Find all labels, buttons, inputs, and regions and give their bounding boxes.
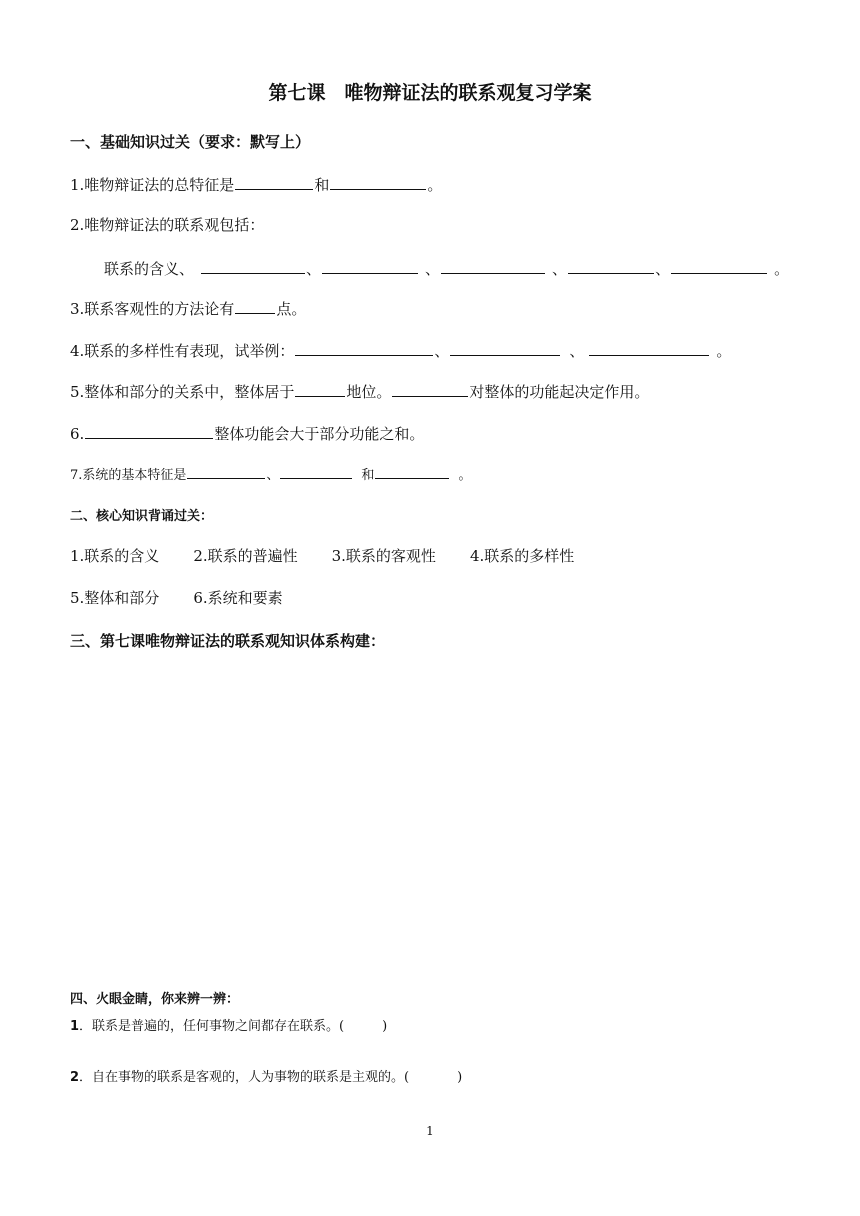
q6-text: 整体功能会大于部分功能之和。 xyxy=(214,425,425,443)
q1-line xyxy=(70,174,442,195)
judge-num: 2 xyxy=(70,1070,80,1085)
judge-item-1 xyxy=(70,1017,387,1037)
q2-sep-1: 、 xyxy=(306,260,322,278)
q2-blank-1[interactable] xyxy=(201,258,305,274)
q2-line: 2.唯物辩证法的联系观包括： xyxy=(70,216,265,234)
q7-blank-3[interactable] xyxy=(375,465,449,479)
q7-line xyxy=(70,465,471,486)
q6-num: 6. xyxy=(70,425,85,443)
q7-blank-2[interactable] xyxy=(280,465,352,479)
core-item: 1.联系的含义 xyxy=(70,547,160,565)
judge-text: ．联系是普遍的，任何事物之间都存在联系。( xyxy=(79,1019,345,1034)
q4-end: 。 xyxy=(716,342,732,360)
section3-heading: 三、第七课唯物辩证法的联系观知识体系构建： xyxy=(70,632,386,650)
judge-num: 1 xyxy=(70,1019,80,1034)
core-item: 6.系统和要素 xyxy=(193,589,283,607)
core-row-1 xyxy=(70,546,574,566)
q1-blank-2[interactable] xyxy=(330,174,426,190)
q5-blank-2[interactable] xyxy=(392,381,468,397)
q6-blank[interactable] xyxy=(85,423,213,439)
core-item: 2.联系的普遍性 xyxy=(193,547,298,565)
section2-heading: 二、核心知识背诵过关： xyxy=(70,509,214,524)
q5-mid: 地位。 xyxy=(346,383,392,401)
q1-end: 。 xyxy=(427,176,443,194)
q4-sep-1: 、 xyxy=(434,342,450,360)
q4-blank-3[interactable] xyxy=(589,340,709,356)
knowledge-map-area[interactable] xyxy=(70,660,790,980)
core-row-2 xyxy=(70,588,283,608)
core-item: 4.联系的多样性 xyxy=(469,547,575,565)
q7-end: 。 xyxy=(458,468,472,483)
q7-and: 和 xyxy=(361,468,375,483)
judge-text: ．自在事物的联系是客观的，人为事物的联系是主观的。( xyxy=(79,1070,410,1085)
q2b-text: 联系的含义、 xyxy=(104,260,195,278)
q2-blank-4[interactable] xyxy=(568,258,654,274)
q7-sep-1: 、 xyxy=(266,468,280,483)
q4-line xyxy=(70,340,731,361)
q3-text: 3.联系客观性的方法论有 xyxy=(70,300,235,318)
q2-blank-2[interactable] xyxy=(322,258,418,274)
judge-close: ) xyxy=(457,1070,463,1085)
q4-text: 4.联系的多样性有表现，试举例： xyxy=(70,342,295,360)
q2-blank-3[interactable] xyxy=(441,258,545,274)
q2-sep-4: 、 xyxy=(655,260,671,278)
judge-item-2 xyxy=(70,1068,462,1088)
core-item: 5.整体和部分 xyxy=(70,589,160,607)
q1-text: 1.唯物辩证法的总特征是 xyxy=(70,176,235,194)
q4-blank-1[interactable] xyxy=(295,340,433,356)
q7-text: 7.系统的基本特征是 xyxy=(70,468,187,483)
page-title: 第七课 唯物辩证法的联系观复习学案 xyxy=(268,82,592,104)
q2-blanks-line xyxy=(104,258,789,279)
q5-blank-1[interactable] xyxy=(295,381,345,397)
q5-end: 对整体的功能起决定作用。 xyxy=(469,383,650,401)
q5-text: 5.整体和部分的关系中，整体居于 xyxy=(70,383,295,401)
judge-close: ) xyxy=(382,1019,388,1034)
q2-sep-2: 、 xyxy=(425,260,441,278)
q2-sep-3: 、 xyxy=(552,260,568,278)
q1-and: 和 xyxy=(314,176,330,194)
q5-line xyxy=(70,381,649,402)
section4-heading: 四、火眼金睛，你来辨一辨： xyxy=(70,992,240,1007)
q3-line xyxy=(70,298,306,319)
q7-blank-1[interactable] xyxy=(187,465,265,479)
section1-heading: 一、基础知识过关（要求：默写上） xyxy=(70,133,311,151)
q1-blank-1[interactable] xyxy=(235,174,313,190)
q3-end: 点。 xyxy=(276,300,307,318)
q6-line xyxy=(70,423,424,444)
q4-sep-2: 、 xyxy=(569,342,585,360)
q4-blank-2[interactable] xyxy=(450,340,560,356)
q3-blank[interactable] xyxy=(235,298,275,314)
page-number: 1 xyxy=(426,1124,434,1138)
core-item: 3.联系的客观性 xyxy=(331,547,436,565)
q2-blank-5[interactable] xyxy=(671,258,767,274)
q2-end: 。 xyxy=(774,260,790,278)
